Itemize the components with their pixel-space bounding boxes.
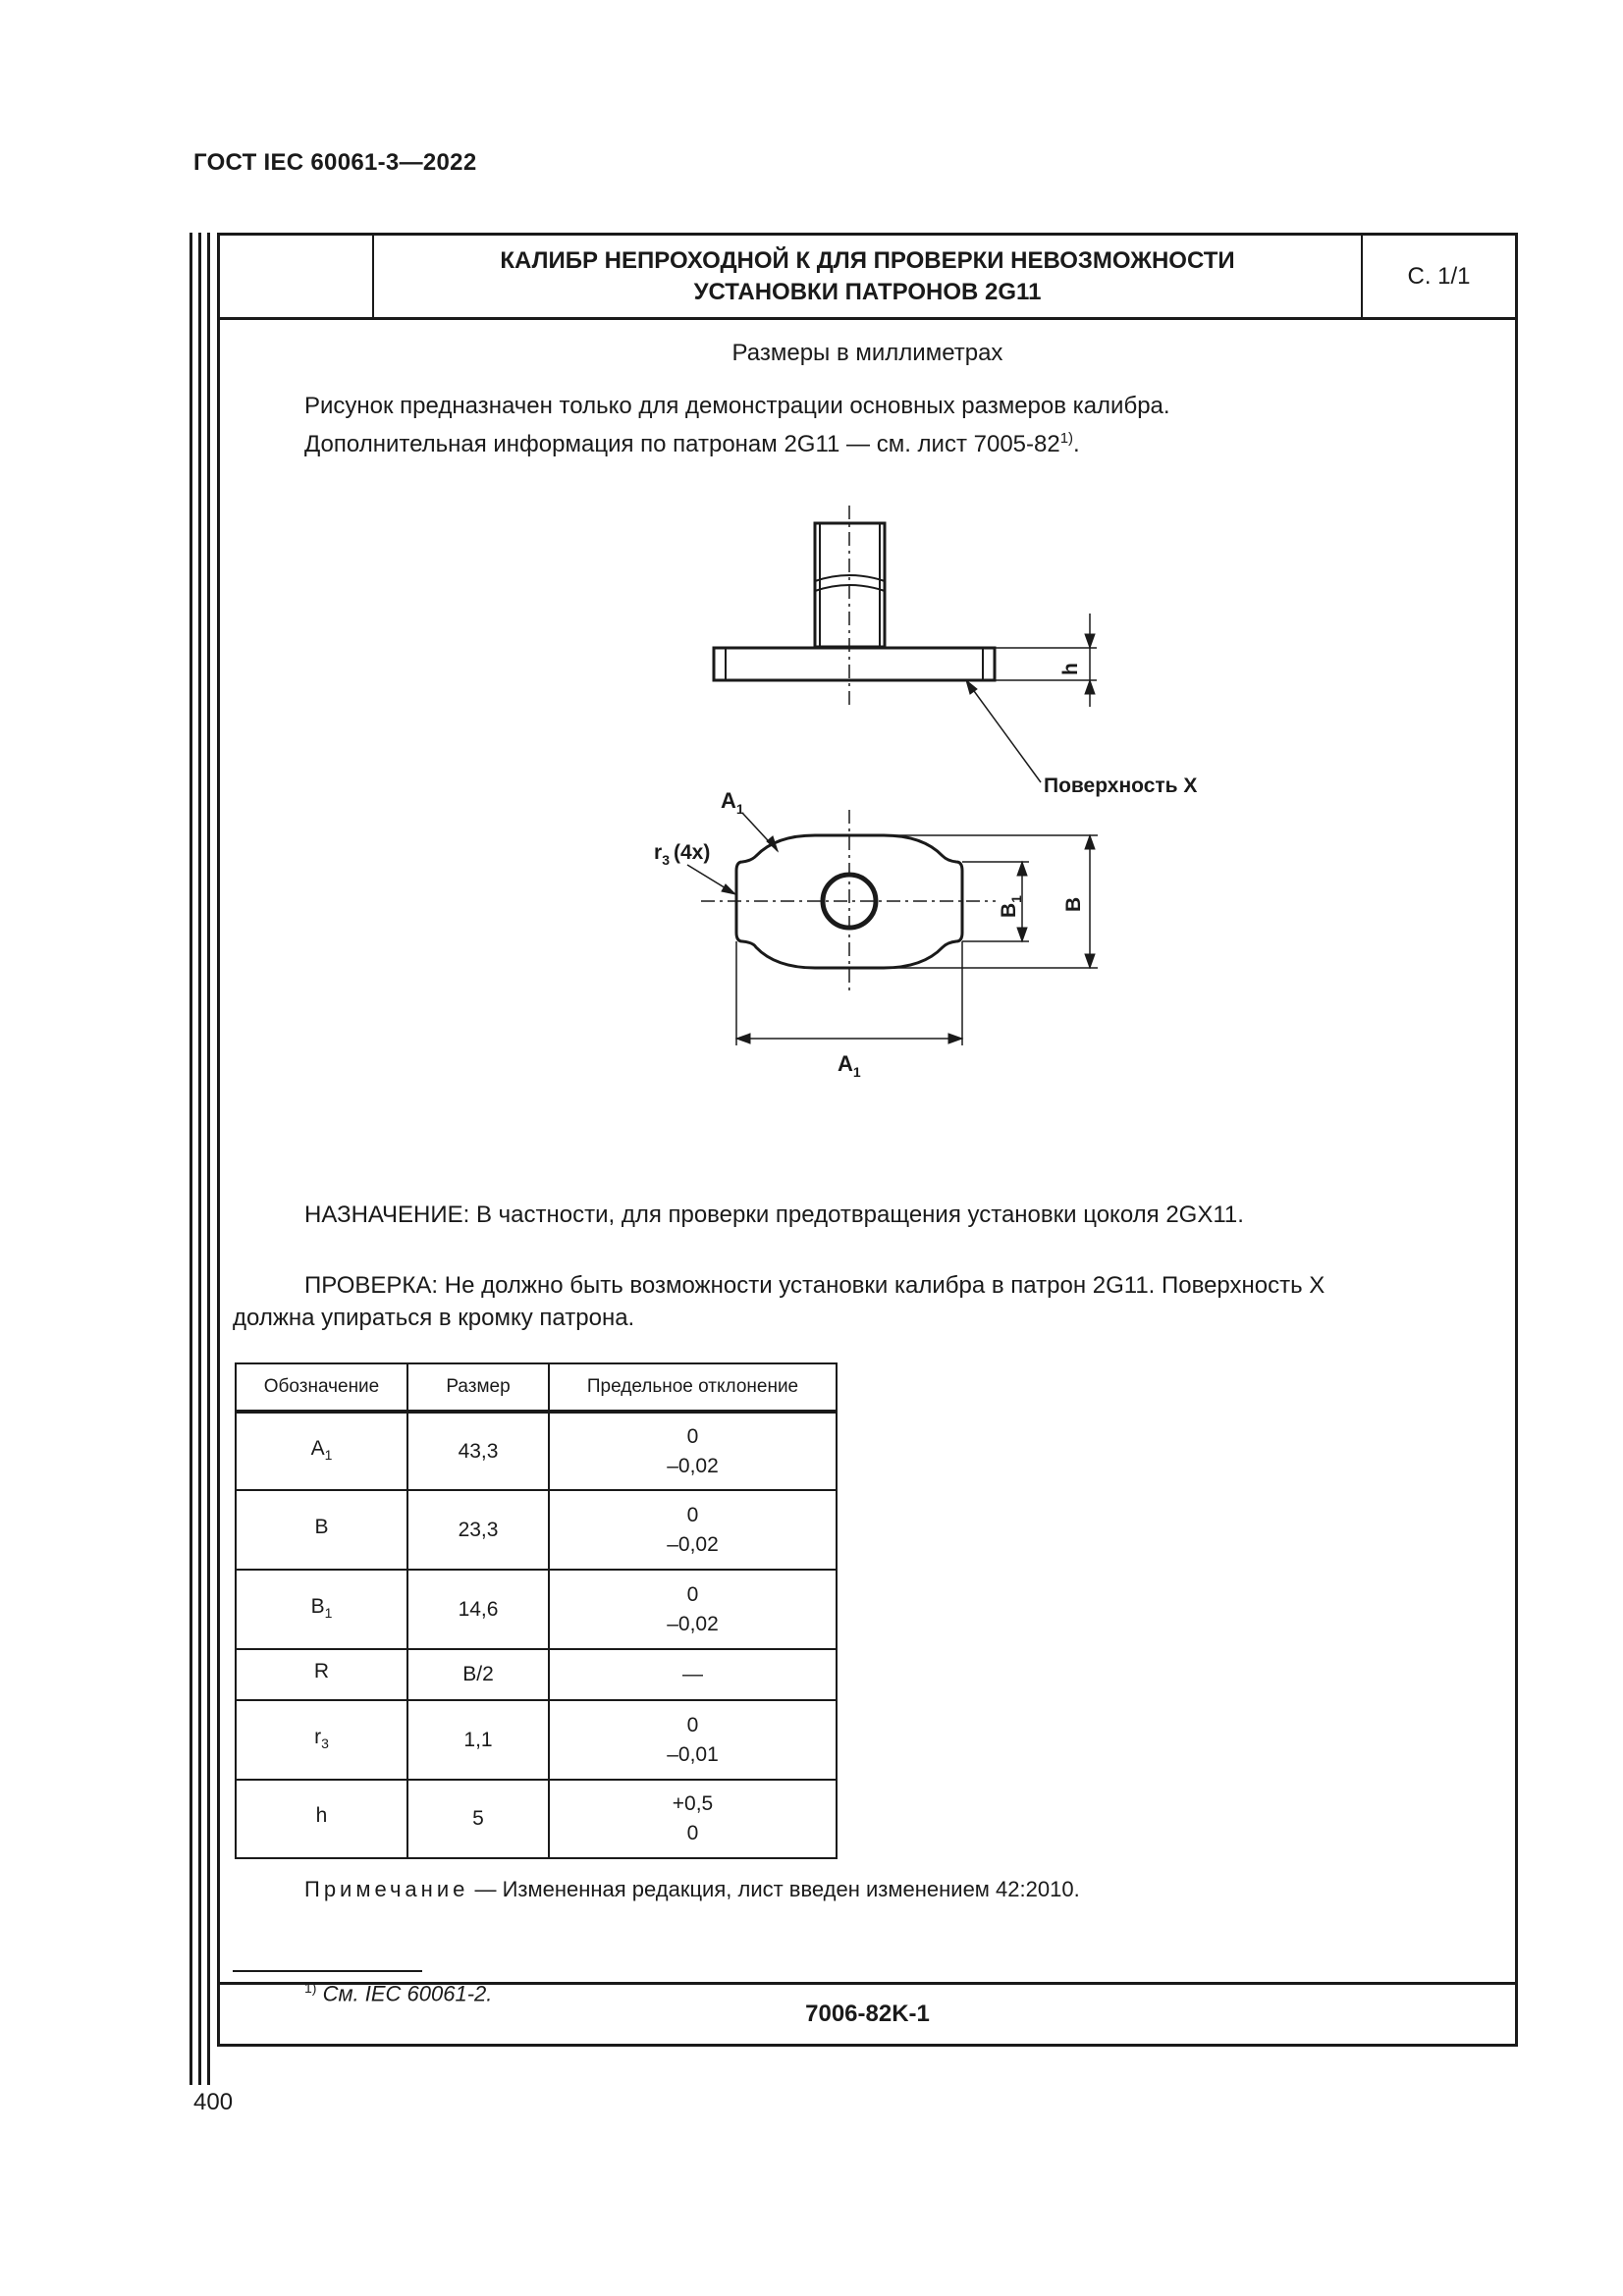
b-dimension-label: B	[1062, 896, 1085, 912]
header-size: Размер	[407, 1363, 549, 1412]
binding-margin-bars	[189, 233, 217, 2085]
b1-dimension-label: $B_1$	[998, 895, 1024, 918]
note-label: Примечание	[304, 1877, 469, 1901]
sheet-frame	[217, 233, 1518, 2047]
footnote-ref: 1)	[1059, 430, 1074, 447]
header-tolerance: Предельное отклонение	[549, 1363, 837, 1412]
cell-symbol: h	[236, 1780, 407, 1858]
cell-size: 5	[407, 1780, 549, 1858]
cell-size: 23,3	[407, 1490, 549, 1570]
table-header-row	[236, 1363, 837, 1412]
sheet-code: 7006-82K-1	[220, 1982, 1515, 2044]
cell-symbol: B	[236, 1490, 407, 1570]
sheet-title-line-1: КАЛИБР НЕПРОХОДНОЙ К ДЛЯ ПРОВЕРКИ НЕВОЗМОЖНОСТИ	[500, 246, 1235, 274]
h-dimension-label: h	[1059, 663, 1082, 675]
cell-symbol: $B_1$	[236, 1570, 407, 1649]
sheet-title-line-2: УСТАНОВКИ ПАТРОНОВ 2G11	[693, 278, 1042, 305]
cell-tolerance: 0 –0,01	[549, 1700, 837, 1780]
header-symbol: Обозначение	[236, 1363, 407, 1412]
cell-size: B/2	[407, 1649, 549, 1700]
cell-size: 43,3	[407, 1412, 549, 1490]
cell-symbol: $A_1$	[236, 1412, 407, 1490]
sheet-number: С. 1/1	[1407, 262, 1471, 290]
a1-dimension-label: $A_1$	[838, 1051, 861, 1080]
cell-size: 1,1	[407, 1700, 549, 1780]
gauge-flange	[714, 648, 995, 680]
surface-x-label: Поверхность X	[1044, 774, 1198, 797]
purpose-text: НАЗНАЧЕНИЕ: В частности, для проверки предотвращения установки цоколя 2GX11.	[304, 1201, 1244, 1228]
document-standard-header: ГОСТ IEC 60061-3—2022	[193, 149, 477, 176]
intro-line-1: Рисунок предназначен только для демонстрации основных размеров калибра.	[304, 393, 1170, 419]
gauge-drawing	[220, 236, 1515, 1178]
footnote-rule	[233, 1970, 422, 1972]
side-view	[714, 506, 1097, 782]
cell-symbol: R	[236, 1649, 407, 1700]
intro-line-2: Дополнительная информация по патронам 2G11 — см. лист 7005-82$^{1)}$.	[304, 430, 1080, 457]
footnote: $^{1)}$ См. IEC 60061-2.	[304, 1980, 493, 2006]
units-note: Размеры в миллиметрах	[731, 340, 1003, 366]
cell-tolerance: 0 –0,02	[549, 1412, 837, 1490]
cell-tolerance: 0 –0,02	[549, 1490, 837, 1570]
table-row	[236, 1649, 837, 1700]
cell-tolerance: +0,5 0	[549, 1780, 837, 1858]
note-text: Примечание — Измененная редакция, лист введен изменением 42:2010.	[304, 1877, 1080, 1901]
cell-tolerance: 0 –0,02	[549, 1570, 837, 1649]
page-number: 400	[193, 2089, 234, 2115]
dimensions-table	[235, 1362, 838, 1859]
a1-leader-label: $A_1$	[721, 788, 744, 817]
check-line-2: должна упираться в кромку патрона.	[233, 1305, 635, 1331]
cell-symbol: $r_3$	[236, 1700, 407, 1780]
table-row	[236, 1570, 837, 1649]
check-line-1: ПРОВЕРКА: Не должно быть возможности установки калибра в патрон 2G11. Поверхность X	[304, 1272, 1325, 1299]
table-row	[236, 1412, 837, 1490]
r3-leader-label: $r_3$ (4x)	[654, 841, 711, 868]
plan-view	[687, 810, 1098, 1045]
table-row	[236, 1490, 837, 1570]
table-row	[236, 1780, 837, 1858]
check-paragraph	[233, 1269, 1509, 1334]
cell-size: 14,6	[407, 1570, 549, 1649]
table-row	[236, 1700, 837, 1780]
cell-tolerance: —	[549, 1649, 837, 1700]
